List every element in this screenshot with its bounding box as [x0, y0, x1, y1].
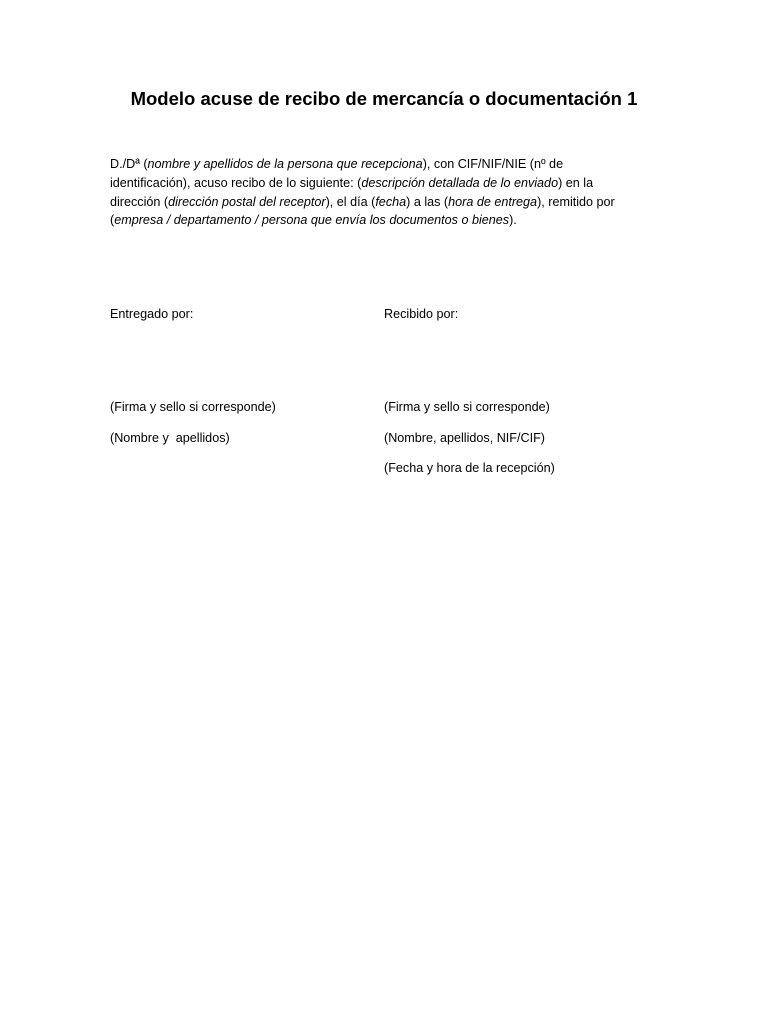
paragraph-text: identificación), acuso recibo de lo siguiente: ( — [110, 175, 362, 190]
placeholder-sender: empresa / departamento / persona que envía los documentos o bienes — [114, 213, 510, 228]
paragraph-line-2 — [110, 174, 640, 193]
received-by-signature-label: (Firma y sello si corresponde) — [384, 400, 550, 414]
placeholder-recipient-address: dirección postal del receptor — [168, 194, 326, 209]
paragraph-text: D./Dª ( — [110, 157, 148, 171]
paragraph-line-3 — [110, 193, 640, 212]
delivered-by-signature-label: (Firma y sello si corresponde) — [110, 400, 276, 414]
paragraph-line-1 — [110, 155, 640, 174]
reception-datetime-label: (Fecha y hora de la recepción) — [384, 461, 555, 475]
paragraph-text: dirección ( — [110, 194, 169, 209]
placeholder-delivery-time: hora de entrega — [448, 194, 538, 209]
paragraph-text: ), remitido por — [537, 194, 615, 209]
placeholder-date: fecha — [375, 194, 407, 209]
delivered-by-name-label: (Nombre y apellidos) — [110, 431, 230, 445]
paragraph-text: ), con CIF/NIF/NIE (nº de — [422, 157, 564, 171]
paragraph-text: ( — [110, 213, 115, 228]
document-title: Modelo acuse de recibo de mercancía o documentación 1 — [130, 88, 638, 109]
received-by-name-label: (Nombre, apellidos, NIF/CIF) — [384, 431, 545, 445]
delivered-by-heading: Entregado por: — [110, 307, 194, 321]
paragraph-text: ) a las ( — [406, 194, 449, 209]
placeholder-shipment-description: descripción detallada de lo enviado — [361, 175, 559, 190]
paragraph-line-4 — [110, 211, 640, 230]
paragraph-text: ) en la — [558, 175, 594, 190]
paragraph-text: ). — [509, 213, 517, 228]
acknowledgement-paragraph — [110, 155, 640, 230]
received-by-heading: Recibido por: — [384, 307, 459, 321]
paragraph-text: ), el día ( — [325, 194, 376, 209]
placeholder-recipient-name: nombre y apellidos de la persona que recepciona — [147, 157, 423, 171]
